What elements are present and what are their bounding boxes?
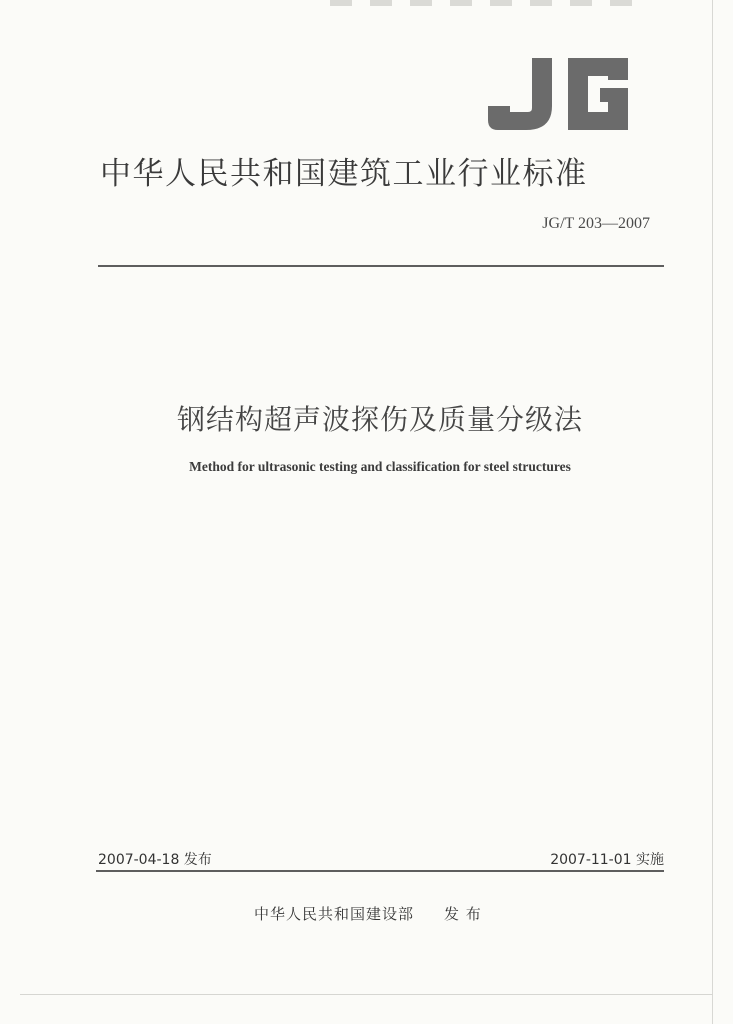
- page-edge-right: [712, 0, 713, 1024]
- jg-logo: [488, 58, 628, 130]
- issue-date: 2007-04-18 发布: [98, 852, 212, 868]
- scan-smudge: [330, 0, 650, 6]
- authority-action: 发 布: [444, 905, 482, 923]
- logo-letter-g: [568, 58, 628, 130]
- page-edge-bottom: [20, 994, 713, 995]
- authority-name: 中华人民共和国建设部: [254, 905, 415, 923]
- implementation-date: 2007-11-01 实施: [550, 852, 664, 868]
- logo-letter-j: [488, 58, 552, 130]
- header-rule: [98, 265, 664, 267]
- document-title-zh: 钢结构超声波探伤及质量分级法: [176, 403, 583, 436]
- document-title-en: Method for ultrasonic testing and classification for steel structures: [189, 459, 571, 474]
- standard-category: 中华人民共和国建筑工业行业标准: [100, 156, 588, 192]
- footer-rule: [96, 870, 664, 872]
- issuing-authority: [254, 903, 482, 924]
- standard-number: JG/T 203—2007: [542, 215, 650, 232]
